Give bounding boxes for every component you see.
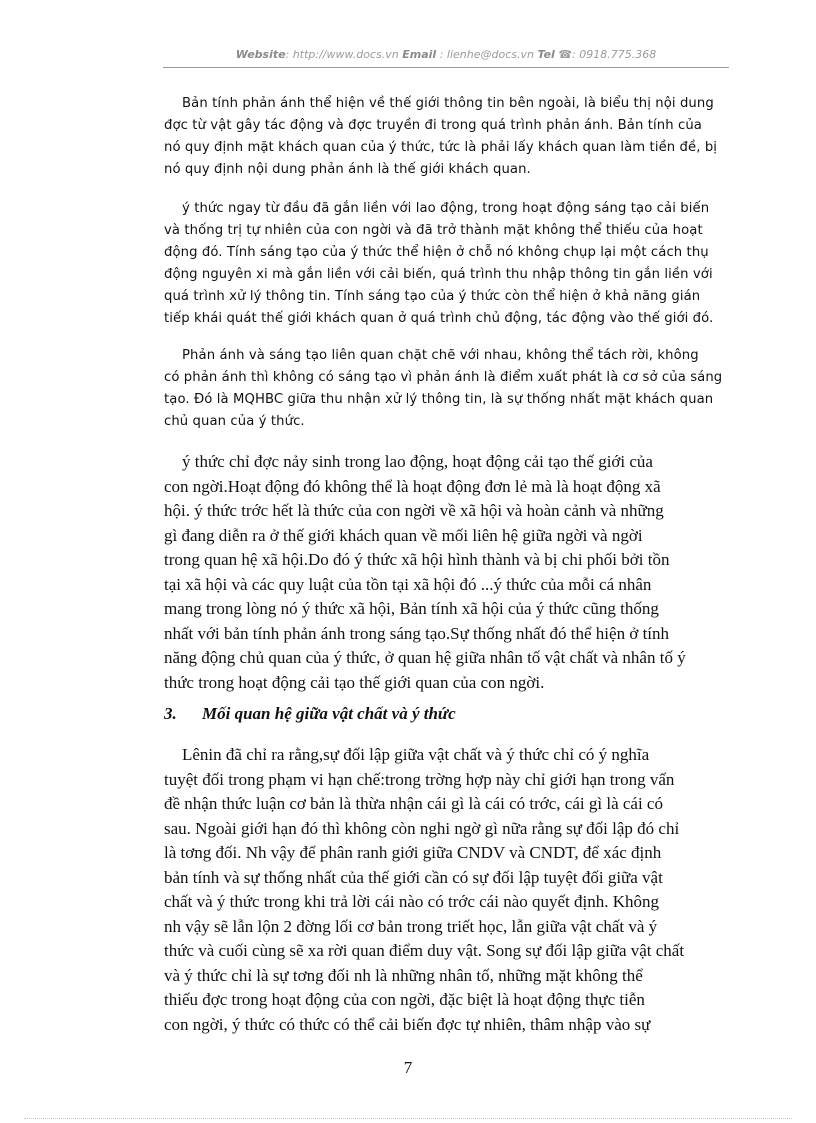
paragraph-line: động nguyên xi mà gắn liền với cải biến, quá trình thu nhập thông tin gắn liền với — [164, 267, 713, 282]
paragraph-line: thức trong hoạt động cải tạo thế giới quan của con ngời. — [164, 672, 545, 692]
paragraph-line: và ý thức chỉ là sự tơng đối nh là những nhân tố, những mặt không thể — [164, 965, 643, 985]
paragraph-line: nhất với bản tính phản ánh trong sáng tạo.Sự thống nhất đó thể hiện ở tính — [164, 623, 670, 643]
paragraph-line: con ngời, ý thức có thức có thể cải biến đợc tự nhiên, thâm nhập vào sự — [164, 1014, 651, 1034]
paragraph-line: chất và ý thức trong khi trả lời cái nào có trớc cái nào quyết định. Không — [164, 892, 660, 911]
paragraph-line: Lênin đã chỉ ra rằng,sự đối lập giữa vật chất và ý thức chỉ có ý nghĩa — [182, 745, 650, 764]
paragraph-line: quá trình xử lý thông tin. Tính sáng tạo của ý thức còn thể hiện ở khả năng gián — [164, 289, 701, 304]
paragraph-line: là tơng đối. Nh vậy để phân ranh giới giữa CNDV và CNDT, để xác định — [164, 843, 662, 862]
paragraph-line: chủ quan của ý thức. — [164, 414, 305, 429]
paragraph-line: năng động chủ quan của ý thức, ở quan hệ giữa nhân tố vật chất và nhân tố ý — [164, 648, 686, 667]
paragraph-line: có phản ánh thì không có sáng tạo vì phản ánh là điểm xuất phát là cơ sở của sáng — [164, 370, 723, 385]
website-label: Website — [235, 48, 286, 61]
paragraph-2 — [164, 198, 729, 330]
section-number: 3. — [164, 704, 177, 723]
paragraph-line: động đó. Tính sáng tạo của ý thức thể hiện ở chỗ nó không chụp lại một cách thụ — [164, 245, 709, 260]
paragraph-line: và thống trị tự nhiên của con ngời và đã trở thành mặt không thể thiếu của hoạt — [164, 223, 703, 238]
header-divider — [163, 67, 729, 68]
paragraph-1 — [164, 93, 729, 181]
paragraph-line: tại xã hội và các quy luật của tồn tại xã hội đó ...ý thức của mỗi cá nhân — [164, 574, 652, 594]
paragraph-line: thiếu đợc trong hoạt động của con ngời, đặc biệt là hoạt động thực tiễn — [164, 990, 645, 1009]
email-label: Email — [402, 48, 437, 61]
phone-icon: ☎ — [558, 48, 573, 61]
paragraph-line: tuyệt đối trong phạm vi hạn chế:trong trờng hợp này chỉ giới hạn trong vấn — [164, 769, 675, 789]
paragraph-line: Bản tính phản ánh thể hiện về thế giới thông tin bên ngoài, là biểu thị nội dung — [182, 96, 714, 111]
section-heading — [164, 704, 456, 724]
paragraph-line: đề nhận thức luận cơ bản là thừa nhận cái gì là cái có trớc, cái gì là cái có — [164, 794, 663, 813]
paragraph-line: con ngời.Hoạt động đó không thể là hoạt động đơn lẻ mà là hoạt động xã — [164, 476, 661, 496]
paragraph-line: tiếp khái quát thế giới khách quan ở quá trình chủ động, tác động vào thế giới đó. — [164, 311, 714, 326]
tel-value: : 0918.775.368 — [572, 48, 657, 61]
paragraph-line: thức và cuối cùng sẽ xa rời quan điểm duy vật. Song sự đối lập giữa vật chất — [164, 941, 685, 960]
tel-label: Tel — [537, 48, 555, 61]
page-number: 7 — [403, 1058, 413, 1077]
paragraph-3 — [164, 345, 729, 433]
email-value: : lienhe@docs.vn — [439, 48, 534, 61]
paragraph-4 — [164, 450, 729, 695]
paragraph-line: gì đang diễn ra ở thế giới khách quan về mối liên hệ giữa ngời và ngời — [164, 525, 643, 545]
paragraph-line: bản tính và sự thống nhất của thế giới cần có sự đối lập tuyệt đối giữa vật — [164, 867, 663, 887]
paragraph-line: nó quy định nội dung phản ánh là thế giới khách quan. — [164, 162, 531, 177]
page-header — [163, 48, 729, 61]
footer-divider — [24, 1118, 792, 1119]
paragraph-line: ý thức chỉ đợc nảy sinh trong lao động, hoạt động cải tạo thế giới của — [182, 452, 653, 471]
paragraph-line: sau. Ngoài giới hạn đó thì không còn nghi ngờ gì nữa rằng sự đối lập đó chỉ — [164, 818, 680, 838]
paragraph-line: nh vậy sẽ lẫn lộn 2 đờng lối cơ bản trong triết học, lẫn giữa vật chất và ý — [164, 916, 658, 936]
paragraph-line: ý thức ngay từ đầu đã gắn liền với lao động, trong hoạt động sáng tạo cải biến — [182, 201, 710, 216]
paragraph-5 — [164, 743, 729, 1037]
paragraph-line: hội. ý thức trớc hết là thức của con ngời về xã hội và hoàn cảnh và những — [164, 501, 664, 520]
website-value: : http://www.docs.vn — [285, 48, 399, 61]
section-title: Mối quan hệ giữa vật chất và ý thức — [202, 704, 456, 723]
paragraph-line: mang trong lòng nó ý thức xã hội, Bản tính xã hội của ý thức cũng thống — [164, 599, 659, 618]
paragraph-line: trong quan hệ xã hội.Do đó ý thức xã hội hình thành và bị chi phối bởi tồn — [164, 550, 670, 569]
paragraph-line: tạo. Đó là MQHBC giữa thu nhận xử lý thông tin, là sự thống nhất mặt khách quan — [164, 392, 714, 407]
paragraph-line: nó quy định mặt khách quan của ý thức, tức là phải lấy khách quan làm tiền đề, bị — [164, 140, 718, 155]
paragraph-line: đợc từ vật gây tác động và đợc truyền đi trong quá trình phản ánh. Bản tính của — [164, 118, 702, 133]
paragraph-line: Phản ánh và sáng tạo liên quan chặt chẽ với nhau, không thể tách rời, không — [182, 348, 699, 363]
